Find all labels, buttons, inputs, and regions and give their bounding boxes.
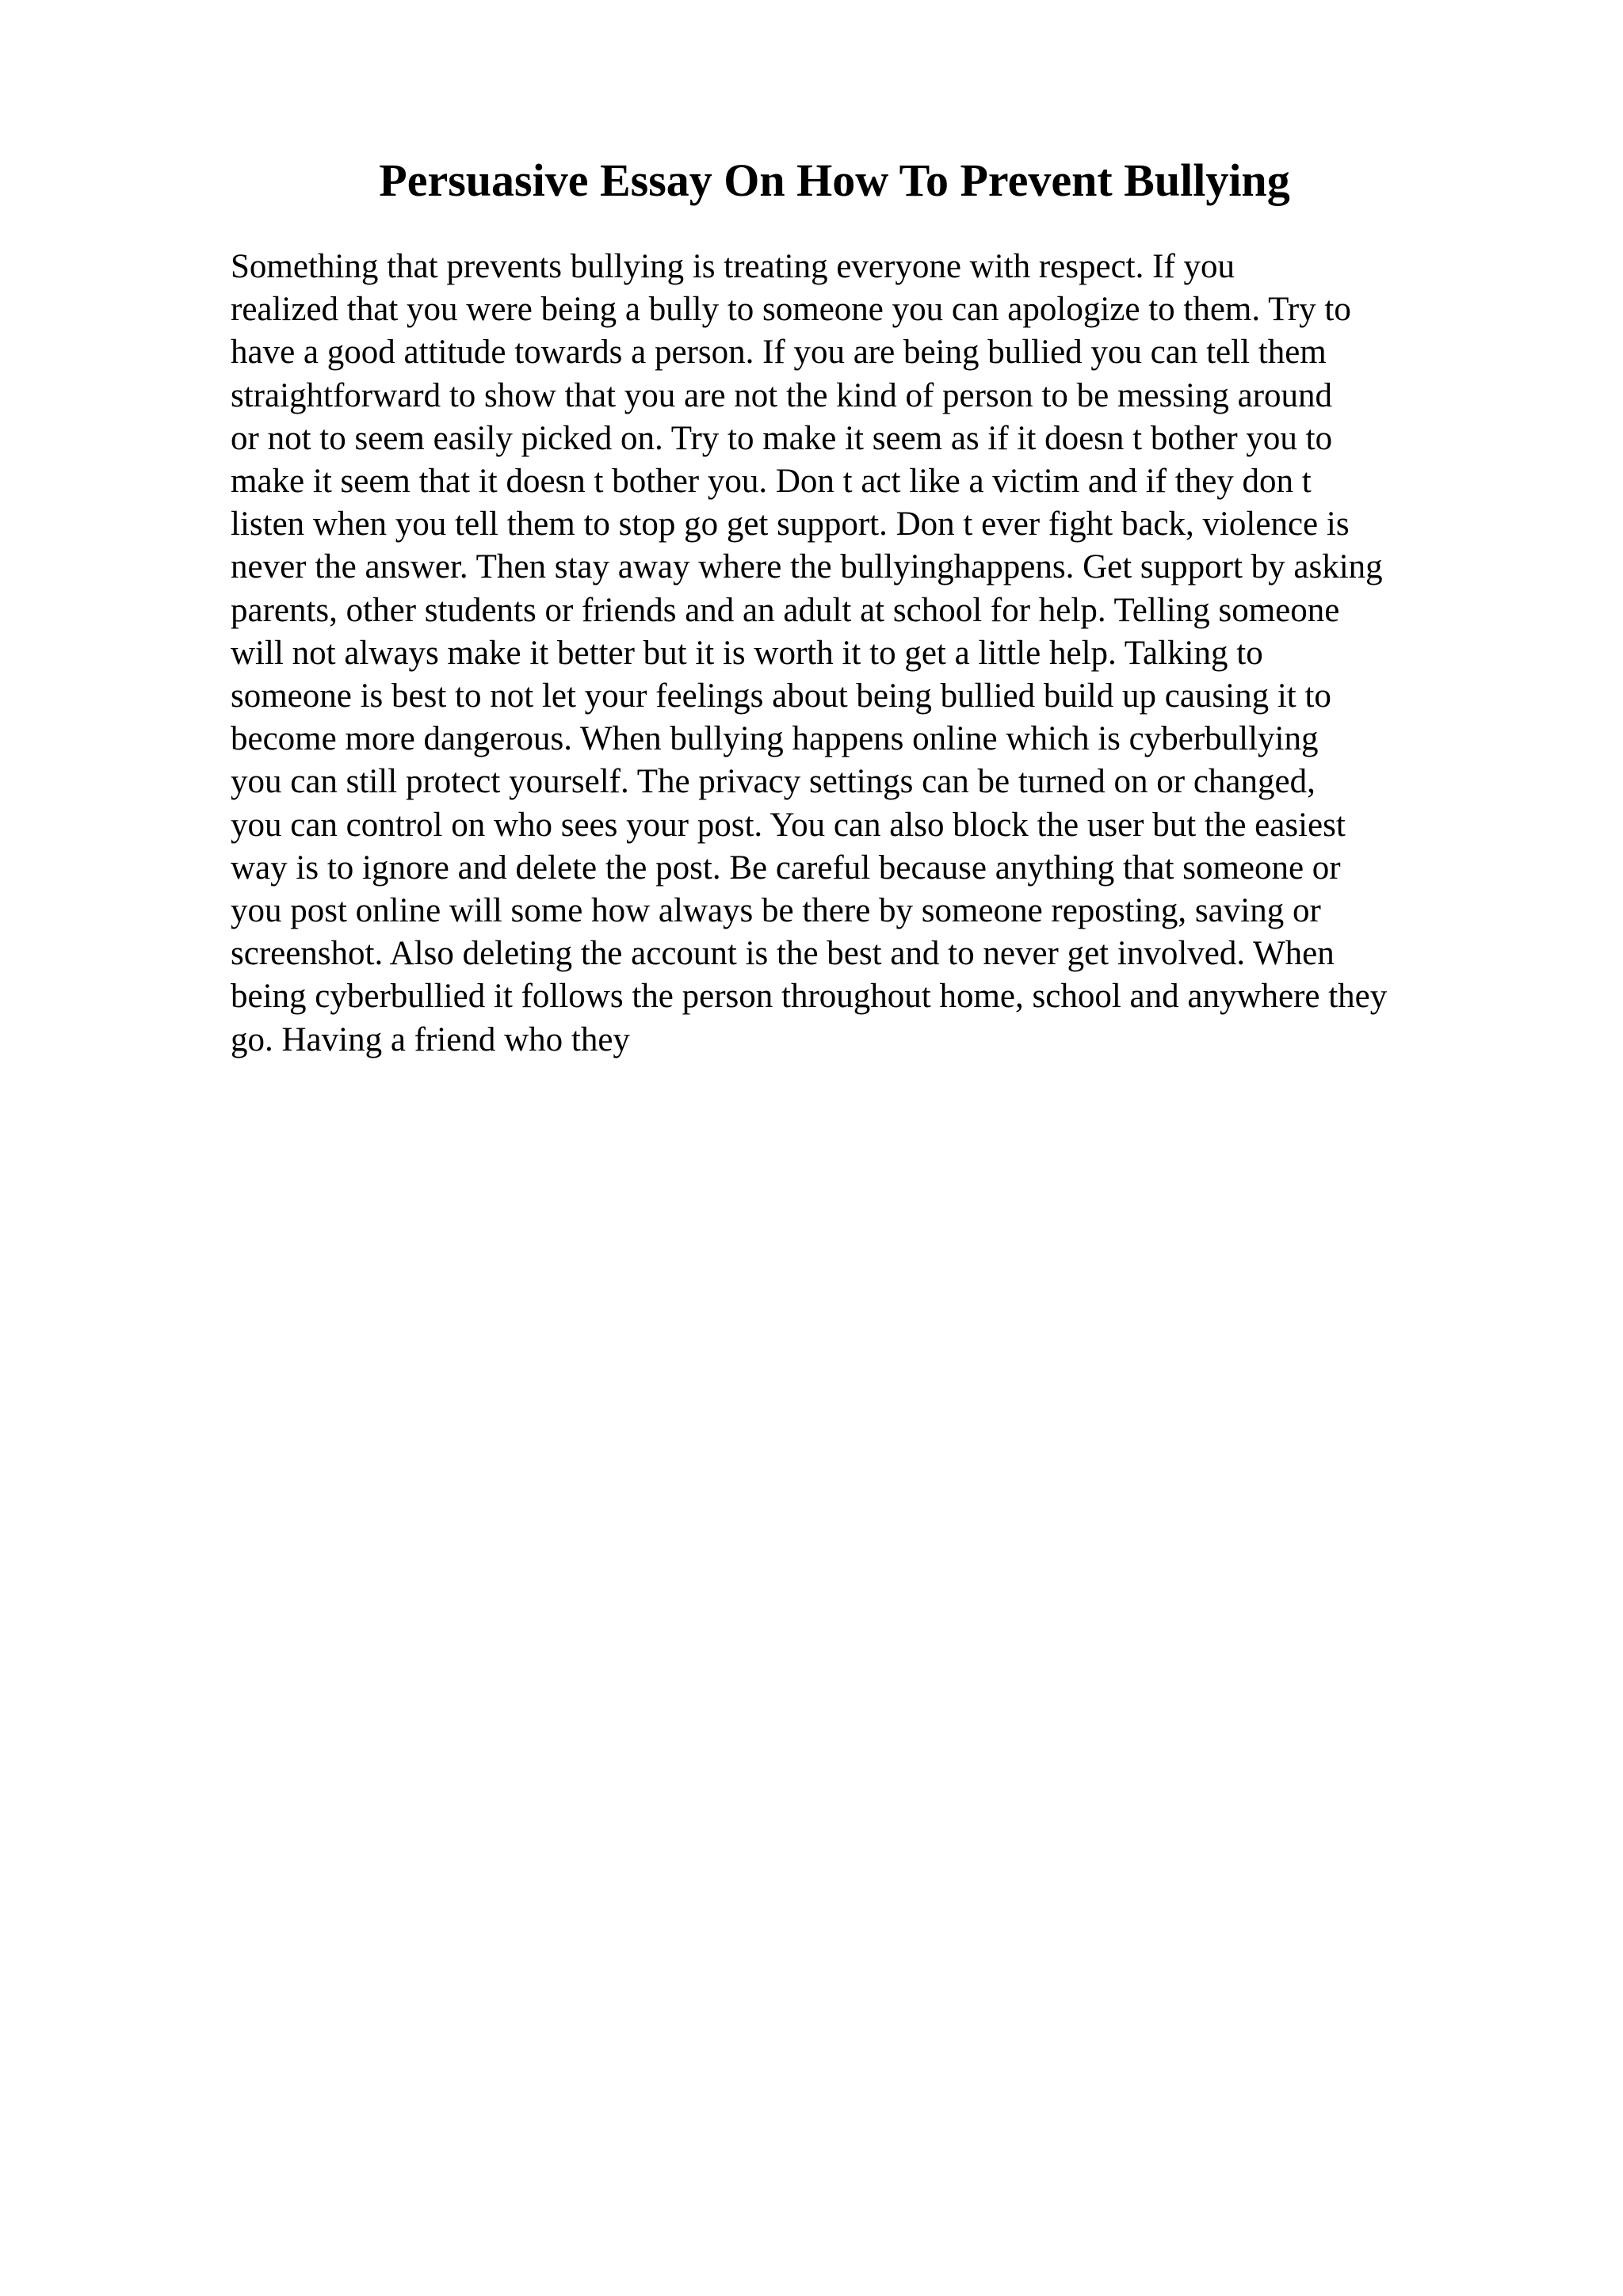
essay-line: never the answer. Then stay away where the bullyinghappens. Get support by asking [231,548,1383,586]
essay-line: Something that prevents bullying is treating everyone with respect. If you [231,248,1235,285]
essay-line: you can control on who sees your post. You can also block the user but the easiest [231,806,1346,844]
essay-line: or not to seem easily picked on. Try to make it seem as if it doesn t bother you to [231,419,1333,457]
essay-line: have a good attitude towards a person. If you are being bullied you can tell them [231,334,1327,372]
essay-line: go. Having a friend who they [231,1020,630,1058]
essay-line: realized that you were being a bully to someone you can apologize to them. Try to [231,291,1351,329]
essay-line: will not always make it better but it is worth it to get a little help. Talking to [231,634,1263,672]
essay-body [231,246,1514,1062]
essay-line: you post online will some how always be there by someone reposting, saving or [231,892,1321,930]
essay-line: become more dangerous. When bullying happens online which is cyberbullying [231,720,1319,758]
essay-line: parents, other students or friends and an adult at school for help. Telling someone [231,591,1340,629]
essay-line: screenshot. Also deleting the account is the best and to never get involved. When [231,935,1335,973]
document-title: Persuasive Essay On How To Prevent Bullying [379,154,1290,206]
essay-line: being cyberbullied it follows the person throughout home, school and anywhere they [231,978,1388,1016]
essay-line: you can still protect yourself. The privacy settings can be turned on or changed, [231,763,1316,801]
essay-line: someone is best to not let your feelings about being bullied build up causing it to [231,677,1331,715]
essay-line: make it seem that it doesn t bother you. Don t act like a victim and if they don t [231,463,1312,501]
essay-line: straightforward to show that you are not the kind of person to be messing around [231,376,1333,414]
essay-line: way is to ignore and delete the post. Be careful because anything that someone or [231,849,1341,887]
essay-line: listen when you tell them to stop go get support. Don t ever fight back, violence is [231,505,1350,543]
